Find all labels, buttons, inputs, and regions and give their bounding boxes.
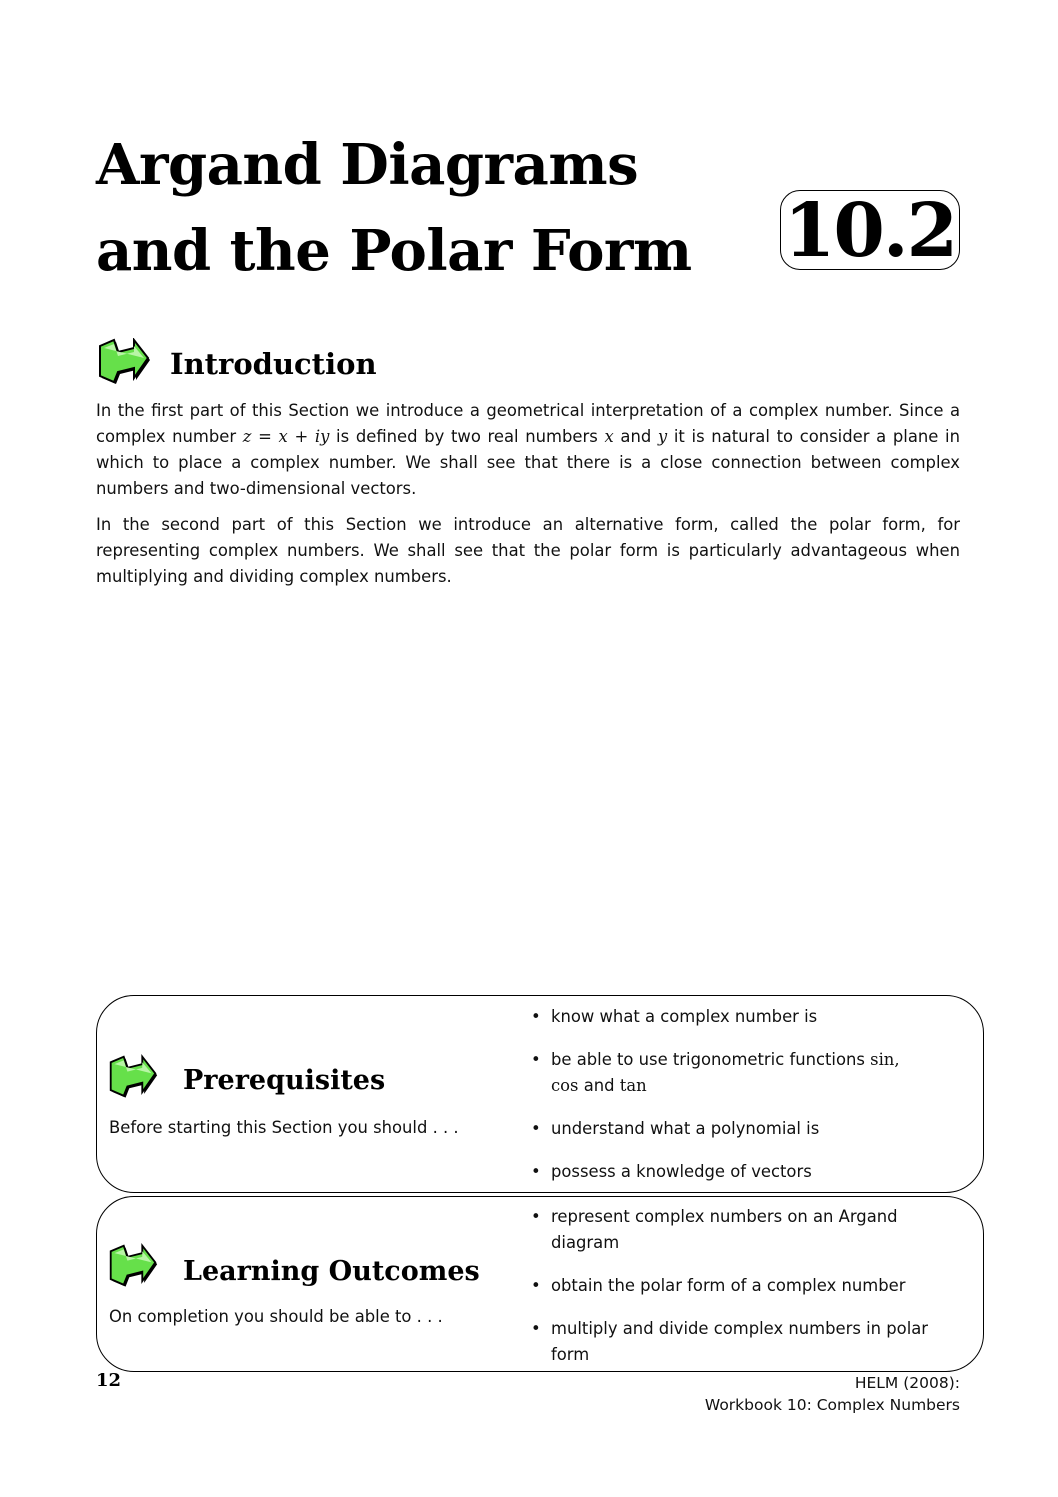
bullet: • <box>531 1162 541 1181</box>
intro-paragraph-1 <box>96 398 960 502</box>
footer-source-line: HELM (2008): <box>854 1374 960 1392</box>
list-item-text: represent complex numbers on an Argand diagram <box>551 1207 898 1252</box>
bullet: • <box>531 1319 541 1338</box>
math-cos: cos <box>551 1076 579 1095</box>
footer-workbook-line: Workbook 10: Complex Numbers <box>704 1396 960 1414</box>
intro-text: In the first part of this Section we introduce a geometrical interpretation of a complex number. Since a complex number <box>96 401 960 446</box>
prerequisites-subtitle: Before starting this Section you should . . . <box>109 1118 459 1137</box>
math-z: z = x + iy <box>242 427 330 446</box>
list-item <box>529 1273 929 1299</box>
math-tan: tan <box>619 1076 647 1095</box>
intro-text: is defined by two real numbers <box>329 427 605 446</box>
intro-text: and <box>613 427 658 446</box>
list-item-text: multiply and divide complex numbers in polar form <box>551 1319 929 1364</box>
page-number: 12 <box>96 1370 122 1391</box>
bullet: • <box>531 1007 541 1026</box>
learning-outcomes-subtitle: On completion you should be able to . . . <box>109 1307 443 1326</box>
page-title <box>96 122 692 294</box>
math-sin: sin, <box>870 1050 900 1069</box>
bullet: • <box>531 1119 541 1138</box>
title-line-1: Argand Diagrams <box>96 132 639 198</box>
title-line-2: and the Polar Form <box>96 218 692 284</box>
list-item <box>529 1204 929 1256</box>
bullet: • <box>531 1050 541 1069</box>
list-item-text: possess a knowledge of vectors <box>551 1162 812 1181</box>
learning-outcomes-box <box>96 1196 984 1372</box>
list-item <box>529 1316 929 1368</box>
prerequisites-heading: Prerequisites <box>183 1065 386 1096</box>
math-y: y <box>657 427 668 446</box>
list-item-text: be able to use trigonometric functions <box>551 1050 865 1069</box>
math-x: x <box>604 427 614 446</box>
bullet: • <box>531 1276 541 1295</box>
list-item-text: and <box>583 1076 615 1095</box>
intro-text: it is natural to consider a plane in which to place a complex number. We shall see that there is a close connection between complex numbers and two-dimensional vectors. <box>96 427 960 498</box>
list-item-text: understand what a polynomial is <box>551 1119 820 1138</box>
list-item-text: know what a complex number is <box>551 1007 818 1026</box>
learning-outcomes-list <box>529 1204 929 1368</box>
list-item-text: obtain the polar form of a complex number <box>551 1276 906 1295</box>
green-arrow-icon <box>107 1054 159 1104</box>
list-item <box>529 1159 949 1185</box>
prerequisites-box <box>96 995 984 1193</box>
prerequisites-list <box>529 1004 949 1185</box>
footer-source <box>705 1372 960 1416</box>
list-item <box>529 1004 949 1030</box>
green-arrow-icon <box>96 338 152 390</box>
introduction-heading: Introduction <box>170 347 377 381</box>
green-arrow-icon <box>107 1243 159 1293</box>
section-number-badge <box>780 188 960 274</box>
list-item <box>529 1116 949 1142</box>
section-number: 10.2 <box>783 188 957 274</box>
bullet: • <box>531 1207 541 1226</box>
learning-outcomes-heading: Learning Outcomes <box>183 1256 480 1287</box>
intro-paragraph-2: In the second part of this Section we introduce an alternative form, called the polar form, for representing complex numbers. We shall see that the polar form is particularly advantageous when multiplying and dividing complex numbers. <box>96 515 960 586</box>
list-item <box>529 1047 949 1099</box>
